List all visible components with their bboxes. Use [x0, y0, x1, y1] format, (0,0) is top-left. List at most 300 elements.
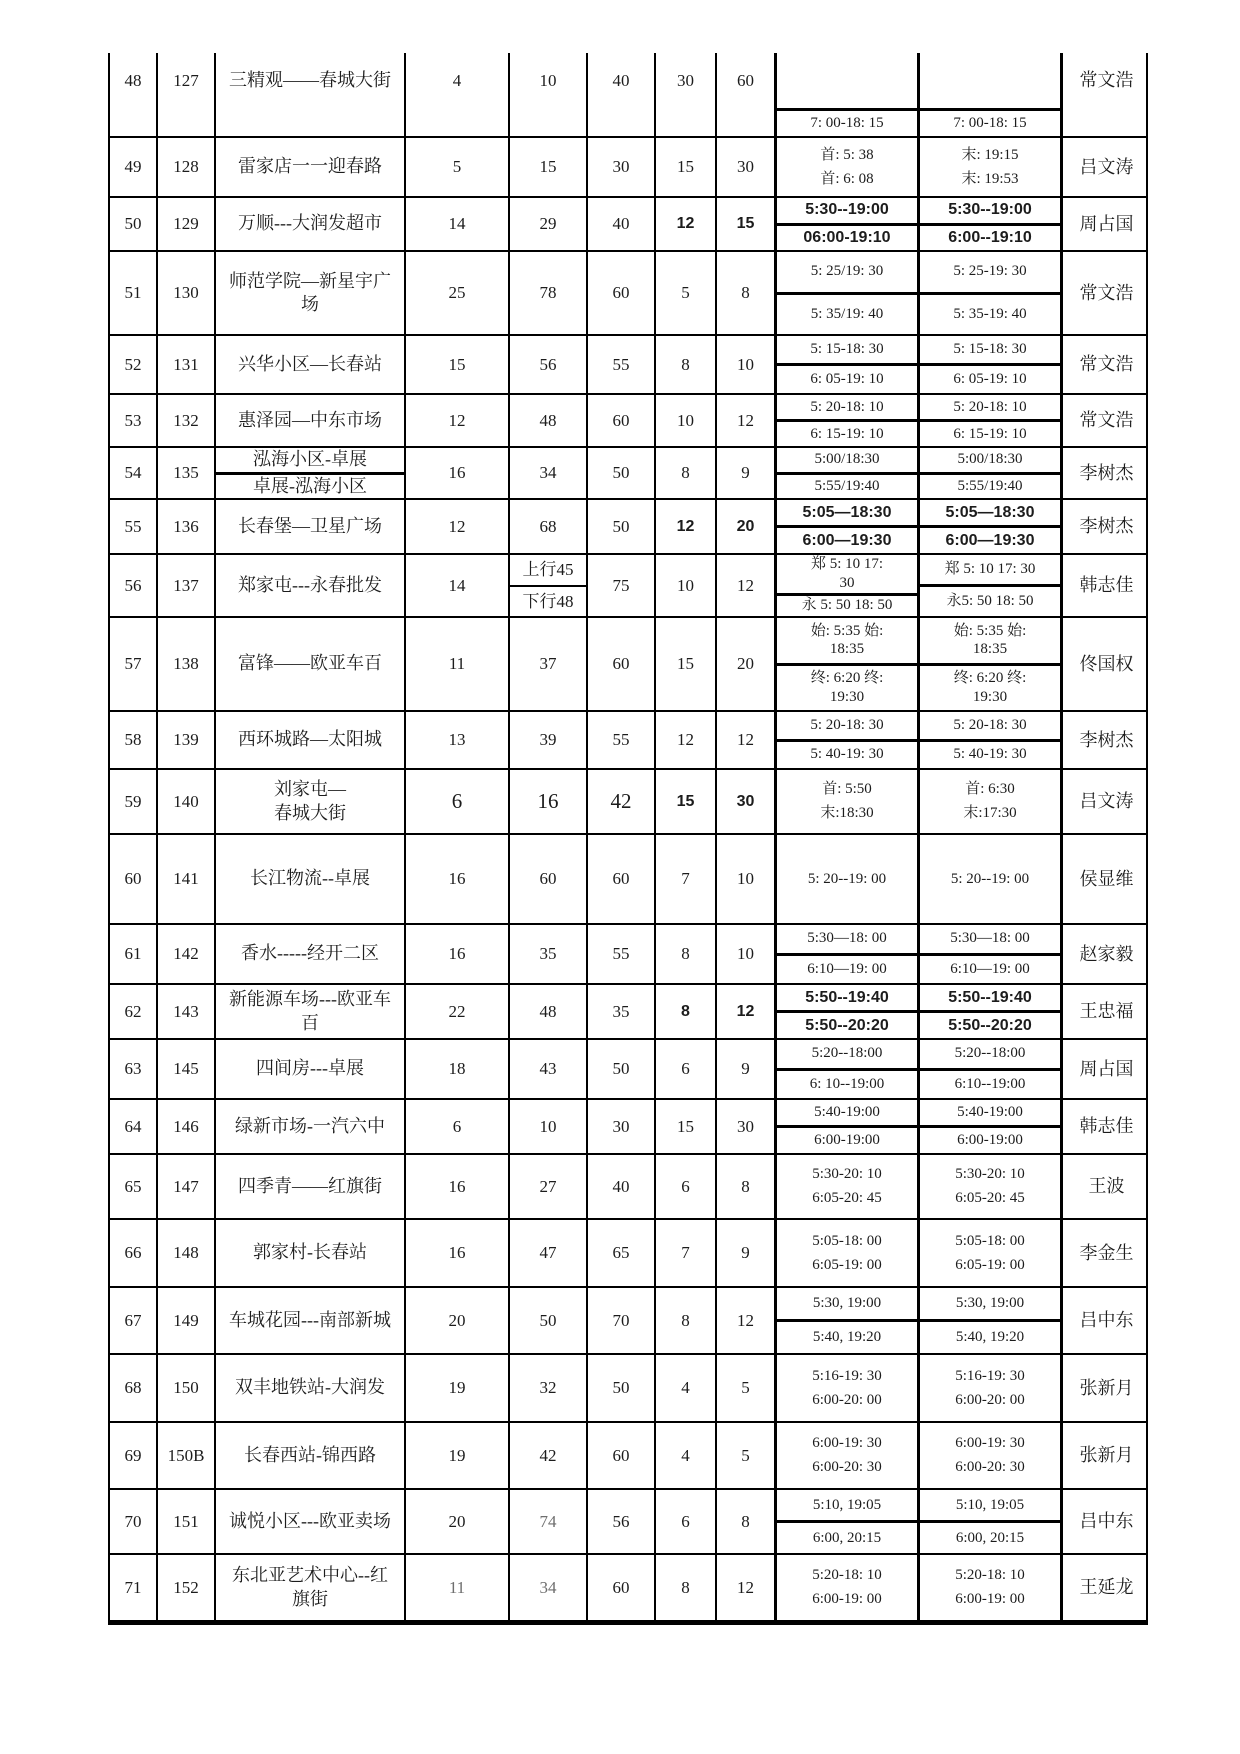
- cell-schedule-b: [920, 555, 1063, 616]
- time-slot: [777, 593, 917, 617]
- time-slot: [920, 223, 1060, 251]
- cell-manager: [1063, 1288, 1150, 1353]
- cell-stat-1: [406, 1423, 510, 1488]
- time-slot: [920, 953, 1060, 984]
- manager-name: 李树杰: [1079, 729, 1134, 750]
- cell-schedule-b: [920, 1423, 1063, 1488]
- time-text: 5:20-18: 10: [955, 1567, 1025, 1584]
- cell-value: 55: [124, 516, 142, 536]
- cell-row-number: [110, 618, 158, 710]
- cell-route-number: [158, 500, 216, 553]
- cell-value: 8: [681, 354, 690, 374]
- time-slot: [777, 1125, 917, 1153]
- cell-value: 58: [124, 730, 142, 750]
- time-text: 6:10—19: 00: [807, 960, 887, 977]
- time-text: 5:05-18: 00: [955, 1232, 1025, 1249]
- cell-stat-1: [406, 835, 510, 923]
- schedule-row: [110, 835, 1146, 925]
- cell-stat-3: [588, 500, 656, 553]
- cell-stat-4: [656, 1100, 717, 1153]
- route-name-line: 兴华小区—长春站: [238, 353, 382, 374]
- schedule-row: [110, 500, 1146, 555]
- cell-value: 30: [737, 1116, 754, 1136]
- time-text: 5: 20--19: 00: [807, 870, 887, 887]
- cell-value: 12: [737, 410, 754, 430]
- cell-value: 4: [681, 1378, 690, 1398]
- time-text: 6:05-19: 00: [812, 1256, 882, 1273]
- time-text: 末:17:30: [963, 805, 1017, 821]
- cell-stat-4: [656, 1288, 717, 1353]
- cell-row-number: [110, 555, 158, 616]
- time-text: 5:30, 19:00: [812, 1295, 882, 1312]
- manager-name: 赵家毅: [1079, 943, 1134, 964]
- cell-schedule-b: [920, 770, 1063, 833]
- time-text: 6:05-19: 00: [955, 1256, 1025, 1273]
- cell-stat-4: [656, 1423, 717, 1488]
- time-text: 6:00-20: 00: [812, 1391, 882, 1408]
- cell-route-number: [158, 1155, 216, 1218]
- cell-value: 49: [124, 157, 142, 177]
- time-slot: [920, 448, 1060, 472]
- time-slot: [920, 292, 1060, 335]
- cell-value: 55: [612, 944, 630, 964]
- time-text: 5:05—18:30: [802, 503, 892, 521]
- cell-value: 8: [681, 1310, 690, 1330]
- cell-stat-3: [588, 712, 656, 768]
- cell-stat-1: [406, 1288, 510, 1353]
- time-slot: [777, 1100, 917, 1125]
- time-text: 5:05-18: 00: [812, 1232, 882, 1249]
- time-slot: [777, 770, 917, 833]
- cell-stat-2: [510, 985, 588, 1038]
- time-text: 18:35: [972, 641, 1008, 658]
- manager-name: 韩志佳: [1079, 1116, 1134, 1137]
- time-slot: [777, 198, 917, 223]
- cell-value: 43: [539, 1059, 557, 1079]
- time-slot: [920, 925, 1060, 953]
- cell-value: 11: [448, 654, 466, 674]
- cell-stat-4: [656, 1355, 717, 1421]
- time-slot: [777, 618, 917, 663]
- time-text: 5: 20-18: 10: [810, 398, 884, 415]
- cell-stat-5: [717, 252, 777, 334]
- time-text: 6:00--19:10: [948, 228, 1032, 246]
- cell-value: 19: [448, 1445, 466, 1465]
- cell-value: 62: [124, 1001, 142, 1021]
- cell-stat-4: [656, 53, 717, 136]
- cell-value: 135: [173, 463, 199, 483]
- time-slot: [920, 1520, 1060, 1553]
- cell-stat-5: [717, 198, 777, 250]
- route-name-line: 富锋——欧亚车百: [238, 653, 382, 674]
- cell-value: 6: [681, 1176, 690, 1196]
- cell-stat-1: [406, 925, 510, 983]
- cell-value: 10: [677, 410, 694, 430]
- time-text: 6:00-19:00: [957, 1132, 1023, 1149]
- cell-schedule-b: [920, 1555, 1063, 1620]
- time-text: 5: 20-18: 10: [953, 398, 1027, 415]
- cell-schedule-b: [920, 1155, 1063, 1218]
- time-text: 6:00—19:30: [945, 531, 1035, 549]
- route-name-line: 郭家村-长春站: [253, 1242, 367, 1263]
- time-text: 5: 20-18: 30: [953, 716, 1027, 733]
- cell-value: 上行45: [522, 560, 574, 580]
- cell-stat-1: [406, 448, 510, 498]
- route-name-line: 绿新市场-一汽六中: [235, 1115, 385, 1136]
- cell-route-name: [216, 555, 406, 616]
- time-text: 5:16-19: 30: [955, 1367, 1025, 1384]
- route-name-line: 诚悦小区---欧亚卖场: [229, 1510, 391, 1531]
- time-slot: [777, 985, 917, 1010]
- time-slot: [920, 1490, 1060, 1520]
- cell-stat-5: [717, 1220, 777, 1286]
- cell-value: 37: [539, 654, 557, 674]
- cell-schedule-a: [777, 252, 920, 334]
- cell-route-number: [158, 835, 216, 923]
- time-text: 19:30: [829, 688, 865, 705]
- time-slot: [777, 835, 917, 923]
- time-text: 6:05-20: 45: [812, 1190, 882, 1206]
- cell-value: 48: [539, 410, 557, 430]
- time-text: 6: 05-19: 10: [810, 371, 884, 388]
- cell-stat-1: [406, 198, 510, 250]
- cell-row-number: [110, 1555, 158, 1620]
- cell-route-number: [158, 925, 216, 983]
- cell-manager: [1063, 925, 1150, 983]
- cell-schedule-a: [777, 448, 920, 498]
- cell-value: 8: [681, 944, 690, 964]
- manager-name: 王延龙: [1079, 1577, 1134, 1598]
- cell-route-name: [216, 336, 406, 393]
- cell-value: 29: [539, 214, 557, 234]
- cell-stat-5: [717, 53, 777, 136]
- cell-stat-3: [588, 1155, 656, 1218]
- time-text: 6:00-19: 30: [955, 1435, 1025, 1452]
- route-name-line: 四季青——红旗街: [238, 1175, 382, 1196]
- cell-value: 57: [124, 654, 142, 674]
- cell-value: 30: [612, 1116, 630, 1136]
- time-slot: [920, 198, 1060, 223]
- cell-value: 142: [173, 944, 199, 964]
- cell-value: 4: [681, 1445, 690, 1465]
- schedule-row: [110, 448, 1146, 500]
- clipped-band: [1063, 53, 1150, 108]
- cell-value: 64: [124, 1116, 142, 1136]
- time-text: 郑 5: 10 17:: [810, 556, 884, 572]
- cell-value: 19: [448, 1378, 466, 1398]
- time-text: 5:50--19:40: [948, 988, 1032, 1006]
- cell-route-name: [216, 618, 406, 710]
- time-slot: [777, 1288, 917, 1319]
- cell-route-name: [216, 198, 406, 250]
- table-clip-region: [0, 69, 1240, 1754]
- time-text: 6:00-19: 00: [955, 1591, 1025, 1607]
- time-slot: [777, 363, 917, 393]
- cell-stat-4: [656, 395, 717, 446]
- cell-value: 60: [612, 654, 630, 674]
- cell-value: 14: [448, 575, 466, 595]
- cell-stat-4: [656, 336, 717, 393]
- updown-slot: [510, 555, 586, 585]
- cell-value: 65: [124, 1176, 142, 1196]
- cell-schedule-a: [777, 1288, 920, 1353]
- schedule-row: [110, 1100, 1146, 1155]
- cell-value: 12: [676, 215, 695, 232]
- cell-value: 131: [173, 354, 199, 374]
- manager-name: 李树杰: [1079, 462, 1134, 483]
- cell-route-number: [158, 770, 216, 833]
- cell-value: 152: [173, 1577, 199, 1597]
- time-text: 5: 15-18: 30: [953, 341, 1027, 358]
- cell-stat-1: [406, 1040, 510, 1098]
- time-text: 5:00/18:30: [814, 451, 880, 468]
- time-slot: [777, 1319, 917, 1353]
- schedule-row: [110, 138, 1146, 198]
- time-text: 首: 5:50: [822, 781, 872, 798]
- cell-stat-4: [656, 500, 717, 553]
- cell-route-name: [216, 395, 406, 446]
- cell-value: 130: [173, 283, 199, 303]
- route-name-line: 惠泽园—中东市场: [238, 409, 382, 430]
- time-slot: [920, 1100, 1060, 1125]
- cell-value: 15: [677, 1116, 694, 1136]
- cell-stat-5: [717, 138, 777, 196]
- cell-stat-3: [588, 835, 656, 923]
- cell-stat-3: [588, 1555, 656, 1620]
- time-slot: [920, 1355, 1060, 1421]
- cell-schedule-b: [920, 985, 1063, 1038]
- cell-stat-3: [588, 1220, 656, 1286]
- cell-schedule-b: [920, 53, 1063, 136]
- cell-row-number: [110, 1100, 158, 1153]
- cell-value: 63: [124, 1059, 142, 1079]
- cell-manager: [1063, 1155, 1150, 1218]
- cell-route-number: [158, 1220, 216, 1286]
- cell-value: 60: [124, 869, 142, 889]
- cell-schedule-b: [920, 712, 1063, 768]
- cell-stat-3: [588, 1100, 656, 1153]
- cell-stat-5: [717, 618, 777, 710]
- time-slot: [777, 1490, 917, 1520]
- cell-value: 60: [612, 869, 630, 889]
- cell-stat-5: [717, 395, 777, 446]
- cell-value: 15: [677, 157, 694, 177]
- time-text: 5: 25-19: 30: [953, 263, 1027, 280]
- cell-stat-2: [510, 395, 588, 446]
- time-text: 5:05—18:30: [945, 503, 1035, 521]
- cell-schedule-b: [920, 618, 1063, 710]
- cell-manager: [1063, 1423, 1150, 1488]
- cell-value: 15: [676, 792, 695, 810]
- cell-value: 9: [741, 1243, 750, 1263]
- time-slot: [777, 53, 917, 108]
- time-slot: [920, 985, 1060, 1010]
- cell-stat-1: [406, 555, 510, 616]
- cell-value: 8: [741, 1176, 750, 1196]
- cell-stat-2: [510, 712, 588, 768]
- cell-stat-4: [656, 925, 717, 983]
- cell-value: 56: [612, 1511, 630, 1531]
- cell-row-number: [110, 985, 158, 1038]
- cell-row-number: [110, 1155, 158, 1218]
- cell-manager: [1063, 53, 1150, 136]
- cell-value: 74: [539, 1511, 557, 1531]
- cell-route-name: [216, 138, 406, 196]
- cell-stat-3: [588, 985, 656, 1038]
- time-slot: [920, 1288, 1060, 1319]
- cell-value: 6: [452, 1116, 462, 1136]
- cell-schedule-b: [920, 925, 1063, 983]
- cell-value: 129: [173, 214, 199, 234]
- manager-name: 周占国: [1079, 1058, 1134, 1079]
- cell-value: 34: [539, 1577, 557, 1597]
- cell-route-name: [216, 712, 406, 768]
- schedule-row: [110, 198, 1146, 252]
- cell-value: 12: [737, 730, 754, 750]
- cell-route-name: [216, 1555, 406, 1620]
- cell-manager: [1063, 1555, 1150, 1620]
- cell-schedule-a: [777, 618, 920, 710]
- cell-stat-1: [406, 985, 510, 1038]
- schedule-row: [110, 336, 1146, 395]
- cell-row-number: [110, 712, 158, 768]
- cell-value: 10: [737, 354, 754, 374]
- time-text: 5:30—18: 00: [950, 930, 1030, 947]
- cell-value: 6: [681, 1511, 690, 1531]
- cell-value: 7: [681, 869, 690, 889]
- time-text: 5: 20-18: 30: [810, 716, 884, 733]
- cell-stat-2: [510, 138, 588, 196]
- cell-stat-2: [510, 835, 588, 923]
- cell-value: 53: [124, 410, 142, 430]
- cell-stat-5: [717, 985, 777, 1038]
- cell-stat-1: [406, 1555, 510, 1620]
- time-text: 5:40-19:00: [814, 1104, 880, 1121]
- cell-schedule-a: [777, 1555, 920, 1620]
- cell-route-number: [158, 1100, 216, 1153]
- time-slot: [777, 1068, 917, 1099]
- cell-schedule-a: [777, 1490, 920, 1553]
- time-slot: [920, 363, 1060, 393]
- cell-value: 22: [448, 1001, 466, 1021]
- clipped-band: [588, 53, 654, 108]
- time-text: 首: 5: 38: [820, 146, 874, 163]
- cell-stat-1: [406, 1490, 510, 1553]
- clipped-band: [717, 53, 774, 108]
- cell-route-name: [216, 53, 406, 136]
- cell-route-name: [216, 770, 406, 833]
- cell-manager: [1063, 1355, 1150, 1421]
- time-slot: [777, 138, 917, 196]
- time-text: 5:10, 19:05: [955, 1496, 1025, 1513]
- cell-route-name: [216, 500, 406, 553]
- cell-value: 138: [173, 654, 199, 674]
- time-text: 终: 6:20 终:: [810, 670, 884, 686]
- cell-value: 61: [124, 944, 142, 964]
- cell-stat-4: [656, 1155, 717, 1218]
- cell-value: 9: [741, 1059, 750, 1079]
- cell-route-number: [158, 1490, 216, 1553]
- cell-value: 12: [677, 730, 694, 750]
- cell-schedule-b: [920, 138, 1063, 196]
- cell-stat-5: [717, 712, 777, 768]
- cell-value: 39: [539, 730, 557, 750]
- time-text: 末: 19:15: [961, 146, 1019, 163]
- cell-stat-2: [510, 1355, 588, 1421]
- cell-schedule-b: [920, 336, 1063, 393]
- cell-schedule-a: [777, 985, 920, 1038]
- cell-stat-2: [510, 1555, 588, 1620]
- cell-manager: [1063, 336, 1150, 393]
- cell-value: 48: [124, 70, 142, 90]
- cell-schedule-a: [777, 1220, 920, 1286]
- cell-route-number: [158, 252, 216, 334]
- cell-schedule-b: [920, 1490, 1063, 1553]
- cell-value: 150B: [167, 1445, 205, 1465]
- cell-value: 10: [737, 944, 754, 964]
- cell-value: 50: [612, 1059, 630, 1079]
- time-slot: [920, 835, 1060, 923]
- manager-name: 王波: [1088, 1176, 1125, 1197]
- cell-schedule-a: [777, 138, 920, 196]
- cell-value: 7: [681, 1243, 690, 1263]
- cell-value: 34: [539, 463, 557, 483]
- time-text: 5:10, 19:05: [812, 1496, 882, 1513]
- cell-stat-3: [588, 138, 656, 196]
- cell-stat-2: [510, 555, 588, 616]
- cell-manager: [1063, 1490, 1150, 1553]
- time-text: 5: 35/19: 40: [810, 305, 884, 322]
- schedule-row: [110, 1220, 1146, 1288]
- time-slot: [920, 1125, 1060, 1153]
- cell-stat-3: [588, 555, 656, 616]
- cell-value: 12: [448, 410, 466, 430]
- time-text: 19:30: [972, 688, 1008, 705]
- cell-stat-2: [510, 770, 588, 833]
- cell-value: 60: [612, 1577, 630, 1597]
- cell-value: 60: [737, 70, 754, 90]
- cell-value: 52: [124, 354, 142, 374]
- cell-value: 8: [741, 283, 750, 303]
- cell-schedule-a: [777, 1155, 920, 1218]
- cell-route-number: [158, 985, 216, 1038]
- cell-stat-4: [656, 198, 717, 250]
- cell-value: 8: [681, 463, 690, 483]
- cell-route-name: [216, 1288, 406, 1353]
- cell-manager: [1063, 555, 1150, 616]
- manager-name: 李树杰: [1079, 516, 1134, 537]
- cell-route-name: [216, 1155, 406, 1218]
- time-text: 5:20--18:00: [954, 1045, 1026, 1062]
- cell-stat-4: [656, 1490, 717, 1553]
- cell-value: 75: [612, 575, 630, 595]
- time-text: 6: 05-19: 10: [953, 371, 1027, 388]
- time-text: 5:55/19:40: [814, 477, 880, 494]
- time-slot: [920, 500, 1060, 525]
- time-text: 7: 00-18: 15: [953, 115, 1027, 132]
- cell-schedule-b: [920, 448, 1063, 498]
- time-slot: [920, 1555, 1060, 1620]
- time-slot: [777, 472, 917, 499]
- cell-value: 5: [681, 283, 690, 303]
- cell-stat-5: [717, 835, 777, 923]
- cell-value: 6: [451, 789, 463, 814]
- cell-schedule-a: [777, 1355, 920, 1421]
- schedule-row: [110, 252, 1146, 336]
- cell-stat-3: [588, 770, 656, 833]
- time-slot: [777, 712, 917, 739]
- cell-stat-5: [717, 1423, 777, 1488]
